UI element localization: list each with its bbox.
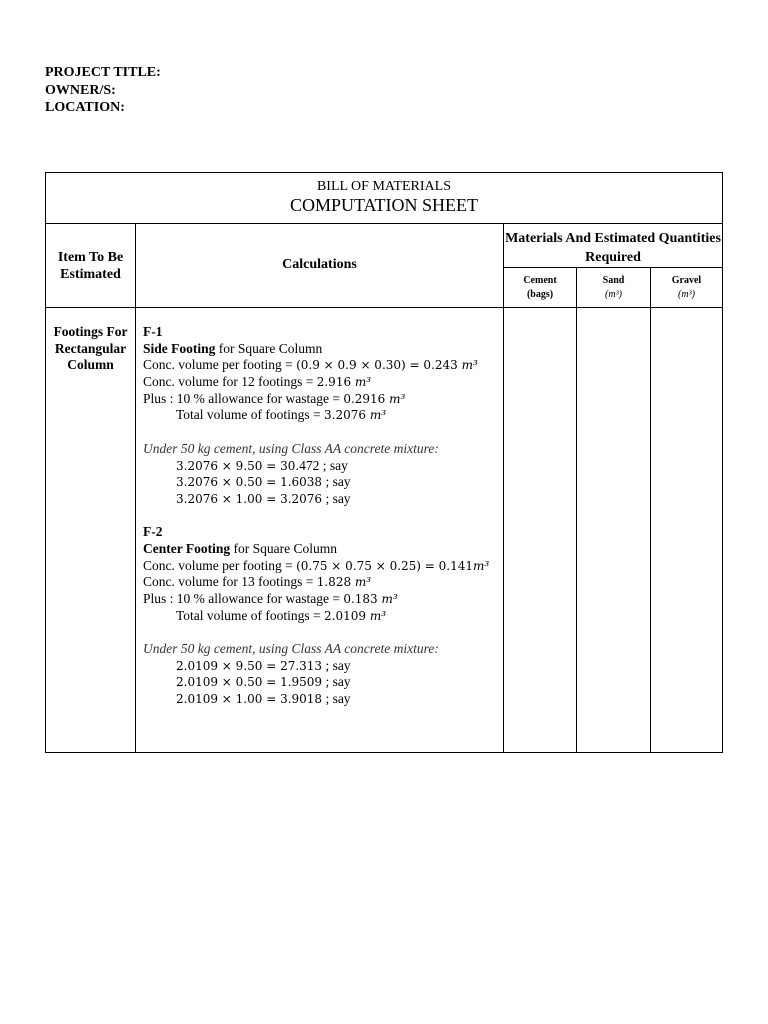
f2-code: F-2 bbox=[143, 524, 163, 540]
f1-volume-per-footing bbox=[143, 357, 498, 374]
f1-title bbox=[143, 341, 498, 358]
f2-unit: m³ bbox=[354, 575, 372, 590]
f2-volume-per-footing bbox=[143, 558, 498, 575]
f1-calc3-tail: ; say bbox=[322, 490, 351, 506]
f1-unit: m³ bbox=[369, 408, 387, 423]
f1-total-label: Total volume of footings = bbox=[176, 407, 325, 423]
f1-vol-per-value: (0.9 × 0.9 × 0.30) = 0.243 bbox=[296, 358, 462, 373]
f1-code: F-1 bbox=[143, 324, 163, 339]
f1-volume-total bbox=[143, 374, 498, 391]
project-title-label: PROJECT TITLE: bbox=[45, 65, 161, 80]
f2-name-rest: for Square Column bbox=[230, 540, 337, 556]
item-footings-label: Footings For Rectangular Column bbox=[53, 324, 128, 372]
f1-gravel-calc bbox=[143, 491, 498, 508]
item-column-header: Item To Be Estimated bbox=[57, 250, 124, 282]
f2-calc1-tail: ; say bbox=[322, 657, 351, 673]
f1-sand-calc bbox=[143, 474, 498, 491]
f1-calc2-expr: 3.2076 × 0.50 = 1.6038 bbox=[176, 475, 323, 490]
owners-label: OWNER/S: bbox=[45, 82, 116, 98]
f1-vol-total-value: 2.916 bbox=[316, 375, 355, 390]
f2-unit: m³ bbox=[369, 608, 387, 623]
cement-column-divider bbox=[576, 267, 577, 753]
f2-gravel-calc bbox=[143, 691, 498, 708]
f1-vol-per-label: Conc. volume per footing = bbox=[143, 357, 297, 373]
f2-total-label: Total volume of footings = bbox=[176, 607, 325, 623]
project-header bbox=[45, 64, 161, 117]
f2-allow-label: Plus : 10 % allowance for wastage = bbox=[143, 591, 344, 606]
f1-name: Side Footing bbox=[143, 340, 216, 356]
sand-unit: (m³) bbox=[605, 289, 622, 300]
f2-calc3-tail: ; say bbox=[322, 691, 351, 707]
f2-volume-total bbox=[143, 574, 498, 591]
table-border-bottom bbox=[45, 752, 723, 753]
gravel-unit: (m³) bbox=[678, 289, 695, 300]
f2-note: Under 50 kg cement, using Class AA concrete mixture: bbox=[143, 641, 439, 657]
f2-calc3-expr: 2.0109 × 1.00 = 3.9018 bbox=[176, 692, 323, 707]
calc-column-divider bbox=[503, 223, 504, 753]
gravel-label: Gravel bbox=[671, 275, 702, 286]
f2-unit: m³ bbox=[473, 558, 490, 573]
f1-unit: m³ bbox=[389, 391, 406, 406]
f1-vol-total-label: Conc. volume for 12 footings = bbox=[143, 374, 317, 390]
f2-vol-per-label: Conc. volume per footing = bbox=[143, 557, 297, 573]
f1-cement-calc bbox=[143, 458, 498, 475]
f1-allow-value: 0.2916 bbox=[343, 391, 390, 406]
calculations-column-header: Calculations bbox=[282, 257, 357, 272]
materials-divider bbox=[503, 267, 723, 268]
sand-column-header bbox=[576, 274, 651, 302]
f1-name-rest: for Square Column bbox=[215, 340, 323, 356]
f1-unit: m³ bbox=[354, 375, 372, 390]
f2-name: Center Footing bbox=[143, 540, 231, 556]
f2-vol-per-value: (0.75 × 0.75 × 0.25) = 0.141 bbox=[296, 558, 474, 573]
f1-note: Under 50 kg cement, using Class AA concrete mixture: bbox=[143, 440, 439, 456]
sand-label: Sand bbox=[602, 275, 625, 286]
sand-column-divider bbox=[650, 267, 651, 753]
f1-calc2-tail: ; say bbox=[322, 474, 351, 490]
bill-of-materials-title: BILL OF MATERIALS bbox=[316, 179, 452, 194]
f1-allow-label: Plus : 10 % allowance for wastage = bbox=[143, 390, 344, 406]
item-column-divider bbox=[135, 223, 136, 753]
f2-sand-calc bbox=[143, 674, 498, 691]
f2-title bbox=[143, 541, 498, 558]
f2-unit: m³ bbox=[381, 592, 398, 606]
f1-unit: m³ bbox=[461, 358, 478, 373]
f2-total-volume bbox=[143, 608, 498, 625]
f2-calc2-expr: 2.0109 × 0.50 = 1.9509 bbox=[176, 675, 323, 690]
f2-vol-total-label: Conc. volume for 13 footings = bbox=[143, 574, 317, 590]
cement-column-header bbox=[503, 274, 577, 302]
f2-calc1-expr: 2.0109 × 9.50 = 27.313 bbox=[176, 658, 323, 673]
header-divider bbox=[45, 307, 723, 308]
f2-calc2-tail: ; say bbox=[322, 674, 351, 690]
cement-label: Cement bbox=[523, 275, 557, 286]
f1-calc3-expr: 3.2076 × 1.00 = 3.2076 bbox=[176, 491, 323, 506]
gravel-column-header bbox=[650, 274, 723, 302]
f2-allowance bbox=[143, 591, 498, 608]
f2-cement-calc bbox=[143, 658, 498, 675]
location-label: LOCATION: bbox=[45, 100, 125, 115]
f1-allowance bbox=[143, 391, 498, 408]
computation-sheet bbox=[45, 172, 723, 753]
f1-calc1-expr: 3.2076 × 9.50 = 30. bbox=[176, 458, 300, 473]
materials-column-header: Materials And Estimated Quantities Required bbox=[505, 231, 721, 265]
sheet-title bbox=[45, 172, 723, 224]
f1-total-volume bbox=[143, 407, 498, 424]
cement-unit: (bags) bbox=[526, 289, 554, 300]
f2-vol-total-value: 1.828 bbox=[316, 575, 355, 590]
f2-total-value: 2.0109 bbox=[324, 608, 370, 623]
computation-sheet-title: COMPUTATION SHEET bbox=[289, 195, 479, 215]
calculations-body bbox=[143, 324, 498, 708]
f2-allow-value: 0.183 bbox=[343, 592, 382, 606]
f1-total-value: 3.2076 bbox=[324, 408, 370, 423]
f1-calc1-tail: 472 ; say bbox=[299, 457, 348, 473]
